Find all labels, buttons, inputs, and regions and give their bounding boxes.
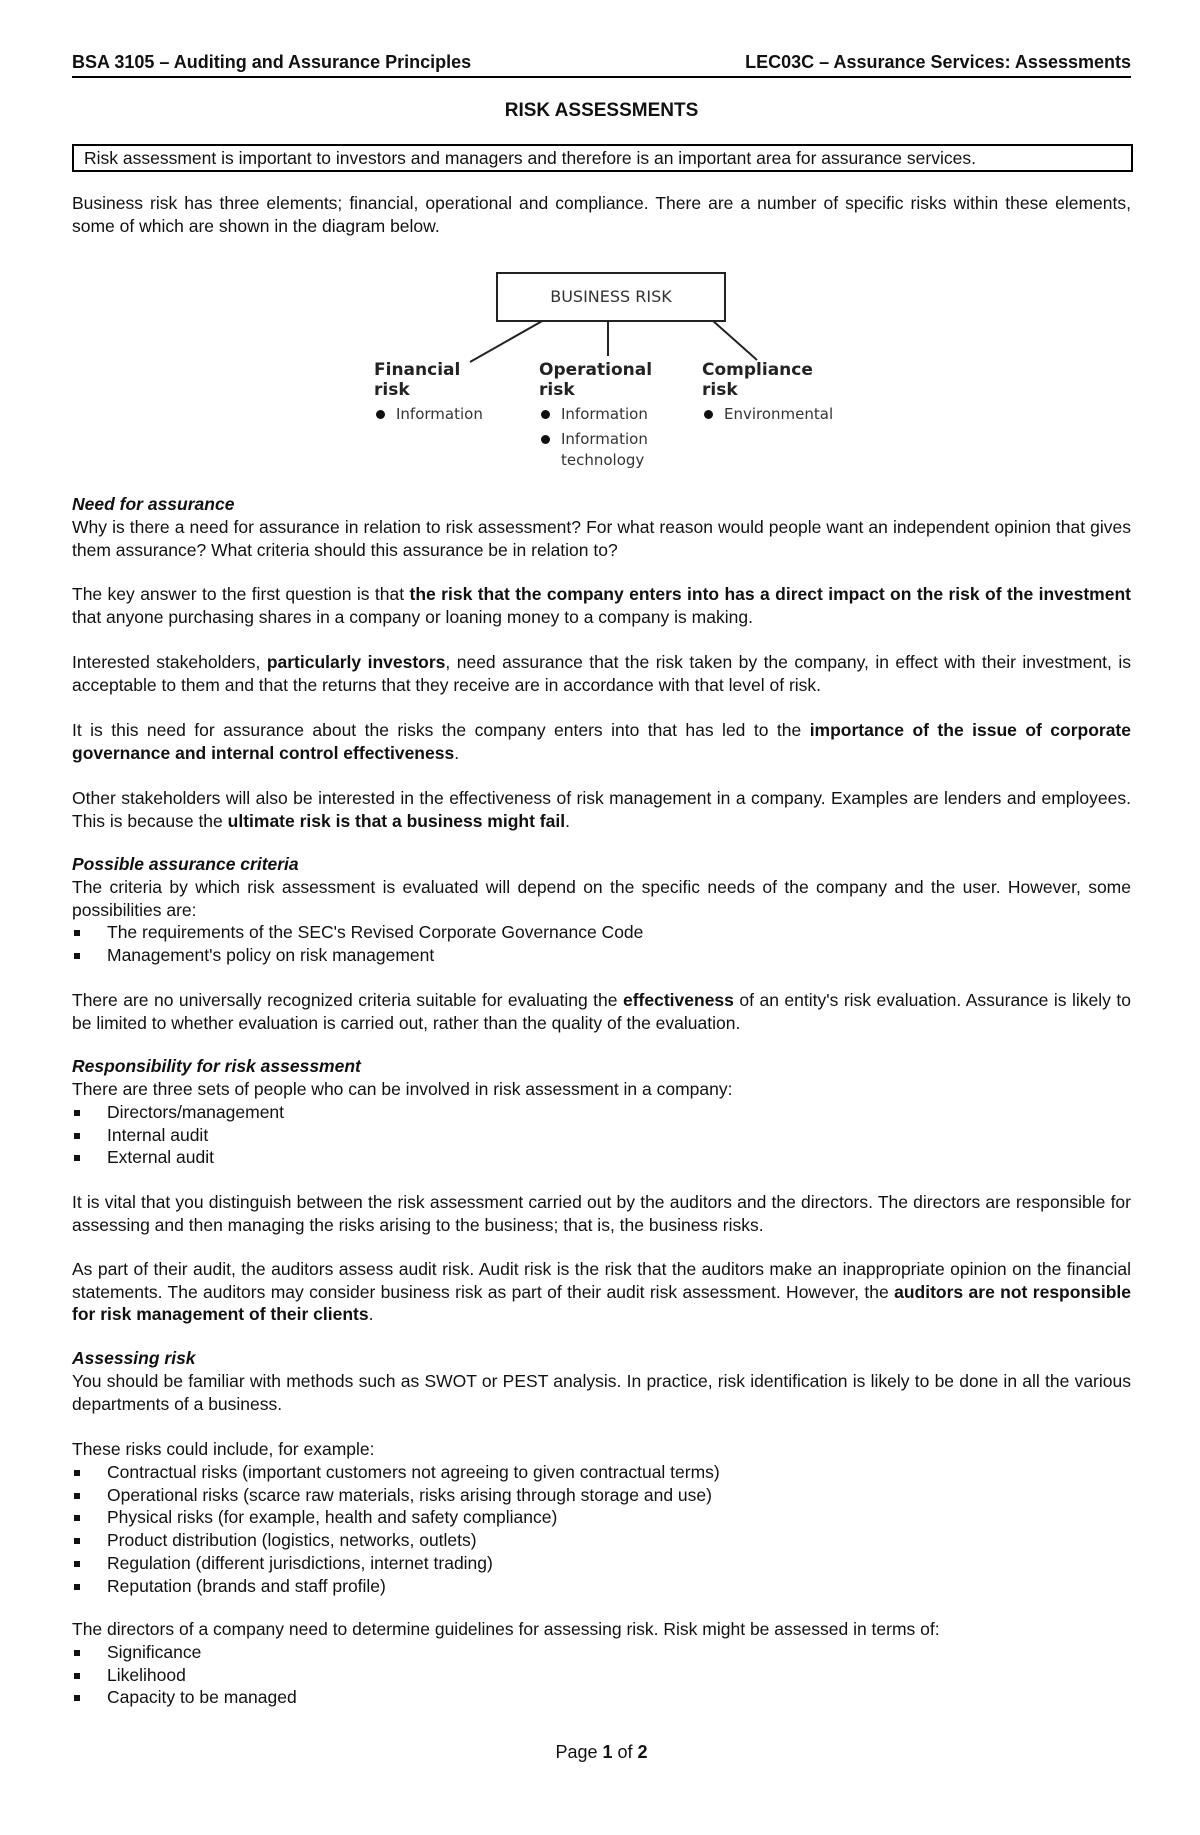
page-number: Page 1 of 2 — [555, 1742, 648, 1762]
financial-risk-item: Information — [374, 404, 483, 425]
need-paragraph-5: Other stakeholders will also be interested in the effectiveness of risk management in a company. Examples are lenders and employees. This is because the ultimate risk is that a business might fail. — [72, 788, 1131, 831]
list-item: The requirements of the SEC's Revised Corporate Governance Code — [72, 921, 643, 944]
list-item: Capacity to be managed — [72, 1686, 297, 1709]
responsibility-paragraph-1: There are three sets of people who can be involved in risk assessment in a company: — [72, 1079, 733, 1099]
business-risk-box: BUSINESS RISK — [496, 272, 726, 322]
compliance-risk-title: Compliance risk — [702, 360, 813, 400]
operational-risk-column — [539, 360, 679, 471]
boxed-note: Risk assessment is important to investors and managers and therefore is an important area for assurance services. — [72, 144, 1133, 172]
financial-risk-column — [374, 360, 483, 425]
course-title: BSA 3105 – Auditing and Assurance Principles — [72, 52, 472, 72]
need-paragraph-3: Interested stakeholders, particularly investors, need assurance that the risk taken by the company, in effect with their investment, is acceptable to them and that the returns that they receive are in accordance with that level of risk. — [72, 652, 1131, 695]
operational-risk-item: Information technology — [539, 429, 679, 471]
intro-paragraph: Business risk has three elements; financial, operational and compliance. There are a number of specific risks within these elements, some of which are shown in the diagram below. — [72, 193, 1131, 236]
list-item: Internal audit — [72, 1124, 284, 1147]
assessing-heading: Assessing risk — [72, 1348, 196, 1368]
page-title: RISK ASSESSMENTS — [504, 100, 699, 121]
list-item: Reputation (brands and staff profile) — [72, 1575, 720, 1598]
assessing-paragraph-3: The directors of a company need to determine guidelines for assessing risk. Risk might be assessed in terms of: — [72, 1619, 940, 1639]
compliance-risk-column — [702, 360, 833, 425]
criteria-paragraph-1: The criteria by which risk assessment is evaluated will depend on the specific needs of the company and the user. However, some possibilities are: — [72, 877, 1131, 920]
compliance-risk-item: Environmental — [702, 404, 833, 425]
need-heading: Need for assurance — [72, 494, 235, 514]
list-item: Contractual risks (important customers not agreeing to given contractual terms) — [72, 1461, 720, 1484]
assessing-paragraph-1: You should be familiar with methods such as SWOT or PEST analysis. In practice, risk identification is likely to be done in all the various departments of a business. — [72, 1371, 1131, 1414]
list-item: Regulation (different jurisdictions, internet trading) — [72, 1552, 720, 1575]
need-paragraph-4: It is this need for assurance about the risks the company enters into that has led to the importance of the issue of corporate governance and internal control effectiveness. — [72, 720, 1131, 763]
operational-risk-item: Information — [539, 404, 679, 425]
list-item: Operational risks (scarce raw materials, risks arising through storage and use) — [72, 1484, 720, 1507]
responsibility-heading: Responsibility for risk assessment — [72, 1056, 361, 1076]
assessment-terms-list — [72, 1641, 297, 1709]
diagram-connectors — [72, 0, 1131, 380]
list-item: Significance — [72, 1641, 297, 1664]
financial-risk-title: Financial risk — [374, 360, 461, 400]
responsibility-list — [72, 1101, 284, 1169]
responsibility-paragraph-2: It is vital that you distinguish between the risk assessment carried out by the auditors and the directors. The directors are responsible for assessing and then managing the risks arising to the business; that is, the business risks. — [72, 1192, 1131, 1235]
responsibility-paragraph-3: As part of their audit, the auditors assess audit risk. Audit risk is the risk that the auditors make an inappropriate opinion on the financial statements. The auditors may consider business risk as part of their audit risk assessment. However, the auditors are not responsible for risk management of their clients. — [72, 1259, 1131, 1324]
list-item: Physical risks (for example, health and safety compliance) — [72, 1506, 720, 1529]
list-item: Product distribution (logistics, networks, outlets) — [72, 1529, 720, 1552]
lecture-title: LEC03C – Assurance Services: Assessments — [745, 52, 1131, 72]
list-item: External audit — [72, 1146, 284, 1169]
operational-risk-title: Operational risk — [539, 360, 653, 400]
need-paragraph-1: Why is there a need for assurance in relation to risk assessment? For what reason would people want an independent opinion that gives them assurance? What criteria should this assurance be in relation to? — [72, 517, 1131, 560]
list-item: Management's policy on risk management — [72, 944, 643, 967]
list-item: Likelihood — [72, 1664, 297, 1687]
criteria-list — [72, 921, 643, 966]
assessing-paragraph-2: These risks could include, for example: — [72, 1439, 375, 1459]
list-item: Directors/management — [72, 1101, 284, 1124]
need-paragraph-2: The key answer to the first question is that the risk that the company enters into has a direct impact on the risk of the investment that anyone purchasing shares in a company or loaning money to a company is making. — [72, 584, 1131, 627]
criteria-heading: Possible assurance criteria — [72, 854, 299, 874]
criteria-paragraph-2: There are no universally recognized criteria suitable for evaluating the effectiveness of an entity's risk evaluation. Assurance is likely to be limited to whether evaluation is carried out, rather than the quality of the evaluation. — [72, 990, 1131, 1033]
risks-list — [72, 1461, 720, 1597]
